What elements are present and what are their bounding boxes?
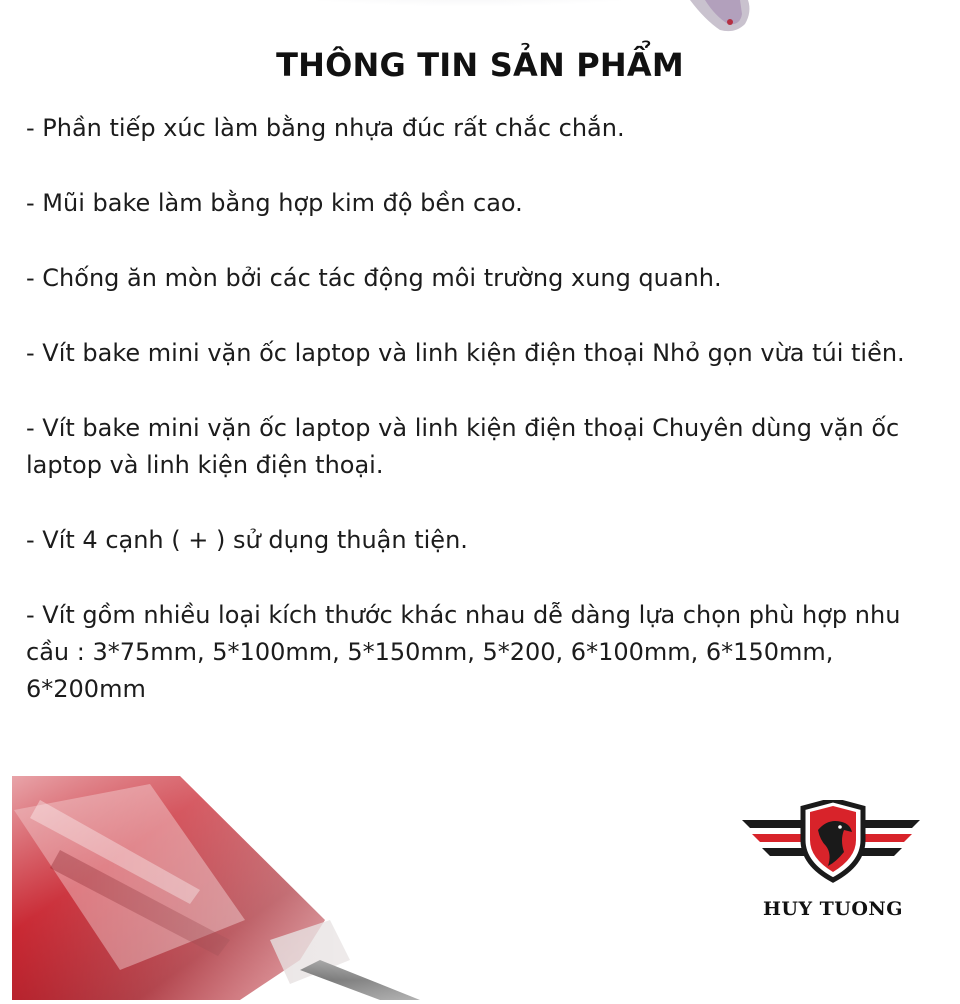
page-title: THÔNG TIN SẢN PHẨM (276, 46, 684, 84)
product-photo-fragment (0, 0, 960, 34)
screwdriver-photo (0, 770, 460, 1000)
feature-item: - Chống ăn mòn bởi các tác động môi trường xung quanh. (26, 264, 722, 292)
brand-logo-graphic (740, 800, 926, 890)
brand-name: HUY TUONG (762, 898, 904, 920)
feature-item: - Phần tiếp xúc làm bằng nhựa đúc rất chắc chắn. (26, 114, 625, 142)
feature-item: - Vít bake mini vặn ốc laptop và linh kiện điện thoại Nhỏ gọn vừa túi tiền. (26, 339, 905, 367)
feature-item: - Mũi bake làm bằng hợp kim độ bền cao. (26, 189, 523, 217)
feature-item: - Vít bake mini vặn ốc laptop và linh kiện điện thoại Chuyên dùng vặn ốc laptop và linh kiện điện thoại. (26, 414, 900, 479)
product-feature-list (26, 110, 936, 708)
feature-item: - Vít gồm nhiều loại kích thước khác nhau dễ dàng lựa chọn phù hợp nhu cầu : 3*75mm, 5*100mm, 5*150mm, 5*200, 6*100mm, 6*150mm, 6*200mm (26, 601, 901, 703)
screwdriver-image (0, 770, 460, 1000)
top-product-photo-strip (0, 0, 960, 34)
feature-item: - Vít 4 cạnh ( + ) sử dụng thuận tiện. (26, 526, 468, 554)
